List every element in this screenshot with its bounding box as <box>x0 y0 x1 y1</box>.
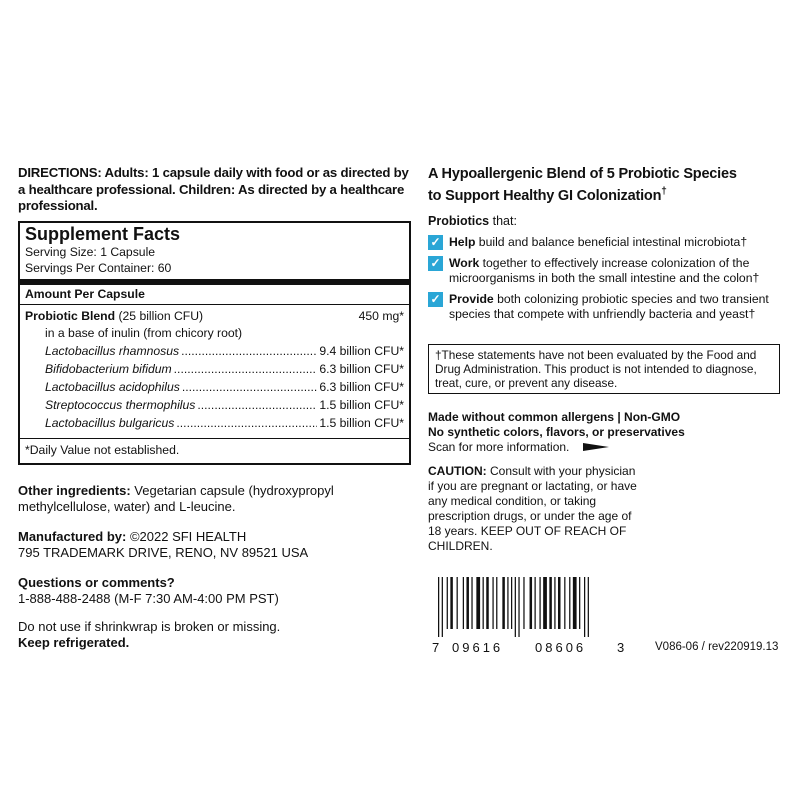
no-synthetic-line: No synthetic colors, flavors, or preservatives <box>428 424 685 439</box>
checkmark-icon: ✓ <box>428 256 443 271</box>
other-ingredients-label: Other ingredients: <box>18 482 131 498</box>
servings-per-container: Servings Per Container: 60 <box>25 260 172 275</box>
strain-row <box>20 414 409 432</box>
blend-cfu: (25 billion CFU) <box>115 308 204 323</box>
checkmark-icon: ✓ <box>428 235 443 250</box>
arrow-right-icon <box>583 443 609 451</box>
benefit-title-line1: A Hypoallergenic Blend of 5 Probiotic Species <box>428 166 737 182</box>
bullet-text: build and balance beneficial intestinal microbiota† <box>475 234 748 249</box>
checkmark-icon: ✓ <box>428 292 443 307</box>
allergen-statement <box>428 410 788 440</box>
bullet-bold: Provide <box>449 291 494 306</box>
right-column <box>428 165 788 554</box>
other-ingredients <box>18 483 413 515</box>
strain-amount: 6.3 billion CFU* <box>319 379 404 394</box>
daily-value-footnote: *Daily Value not established. <box>20 438 409 463</box>
strain-name: Lactobacillus rhamnosus <box>45 343 180 358</box>
upc-barcode <box>432 577 622 637</box>
scan-text: Scan for more information. <box>428 439 570 454</box>
strain-amount: 9.4 billion CFU* <box>319 343 404 358</box>
caution-text: Consult with your physician if you are pregnant or lactating, or have any medical condition, or taking prescription drugs, or under the age of 18 years. KEEP OUT OF REACH OF CHILDREN. <box>428 463 637 553</box>
shrinkwrap-warning: Do not use if shrinkwrap is broken or missing. <box>18 618 281 634</box>
strain-amount: 1.5 billion CFU* <box>319 415 404 430</box>
leader-dots <box>181 342 317 360</box>
bullet-bold: Help <box>449 234 476 249</box>
strain-amount: 1.5 billion CFU* <box>319 397 404 412</box>
manufacturer-block <box>18 529 413 561</box>
directions-text: DIRECTIONS: Adults: 1 capsule daily with food or as directed by a healthcare professional. Children: As directed by a healthcare professional. <box>18 165 409 213</box>
strain-row <box>20 396 409 414</box>
blend-base: in a base of inulin (from chicory root) <box>45 325 243 340</box>
leader-dots <box>197 396 317 414</box>
probiotics-suffix: that: <box>489 213 517 228</box>
manufacturer-line1: ©2022 SFI HEALTH <box>126 528 247 544</box>
benefit-bullet <box>428 292 788 322</box>
leader-dots <box>174 360 318 378</box>
probiotics-label: Probiotics <box>428 213 490 228</box>
other-ingredients-text: Vegetarian capsule (hydroxypropyl methylcellulose, water) and L-leucine. <box>18 482 334 514</box>
amount-per-capsule-header: Amount Per Capsule <box>25 286 145 301</box>
barcode-digits-right: 08606 <box>535 640 587 655</box>
strain-name: Lactobacillus acidophilus <box>45 379 180 394</box>
supplement-facts-panel <box>18 221 411 465</box>
questions-block <box>18 575 413 607</box>
strain-name: Streptococcus thermophilus <box>45 397 196 412</box>
leader-dots <box>182 378 318 396</box>
manufacturer-label: Manufactured by: <box>18 528 127 544</box>
left-column <box>18 165 413 651</box>
refrigerate-note: Keep refrigerated. <box>18 634 130 650</box>
phone-number: 1-888-488-2488 (M-F 7:30 AM-4:00 PM PST) <box>18 590 279 606</box>
barcode-digit-first: 7 <box>432 640 443 655</box>
strain-name: Bifidobacterium bifidum <box>45 361 172 376</box>
revision-code: V086-06 / rev220919.13 <box>655 641 779 653</box>
strain-name: Lactobacillus bulgaricus <box>45 415 175 430</box>
questions-label: Questions or comments? <box>18 574 175 590</box>
benefit-bullet <box>428 235 788 250</box>
probiotic-blend-row <box>20 305 409 325</box>
probiotics-heading <box>428 213 788 229</box>
bullet-text: together to effectively increase colonization of the microorganisms in both the small intestine and the colon† <box>449 255 760 285</box>
dagger-mark: † <box>661 186 667 197</box>
benefit-title-line2: to Support Healthy GI Colonization <box>428 187 662 204</box>
barcode-digits-left: 09616 <box>452 640 504 655</box>
strain-row <box>20 378 409 396</box>
bullet-bold: Work <box>449 255 480 270</box>
scan-prompt <box>428 440 788 455</box>
caution-block <box>428 464 643 554</box>
blend-amount: 450 mg* <box>358 308 404 323</box>
warnings-block <box>18 619 413 651</box>
benefit-title <box>428 165 788 205</box>
strain-row <box>20 342 409 360</box>
manufacturer-address: 795 TRADEMARK DRIVE, RENO, NV 89521 USA <box>18 544 309 560</box>
allergen-line: Made without common allergens | Non-GMO <box>428 409 681 424</box>
benefit-bullet <box>428 256 788 286</box>
leader-dots <box>176 414 317 432</box>
caution-label: CAUTION: <box>428 463 487 478</box>
strain-amount: 6.3 billion CFU* <box>319 361 404 376</box>
serving-size: Serving Size: 1 Capsule <box>25 244 156 259</box>
supplement-facts-title: Supplement Facts <box>25 223 181 244</box>
bullet-text: both colonizing probiotic species and two transient species that compete with unfriendly bacteria and yeast† <box>449 291 769 321</box>
barcode-digit-last: 3 <box>617 640 628 655</box>
blend-name: Probiotic Blend <box>25 308 116 323</box>
fda-disclaimer: †These statements have not been evaluated by the Food and Drug Administration. This product is not intended to diagnose, treat, cure, or prevent any disease. <box>428 344 780 394</box>
strain-row <box>20 360 409 378</box>
